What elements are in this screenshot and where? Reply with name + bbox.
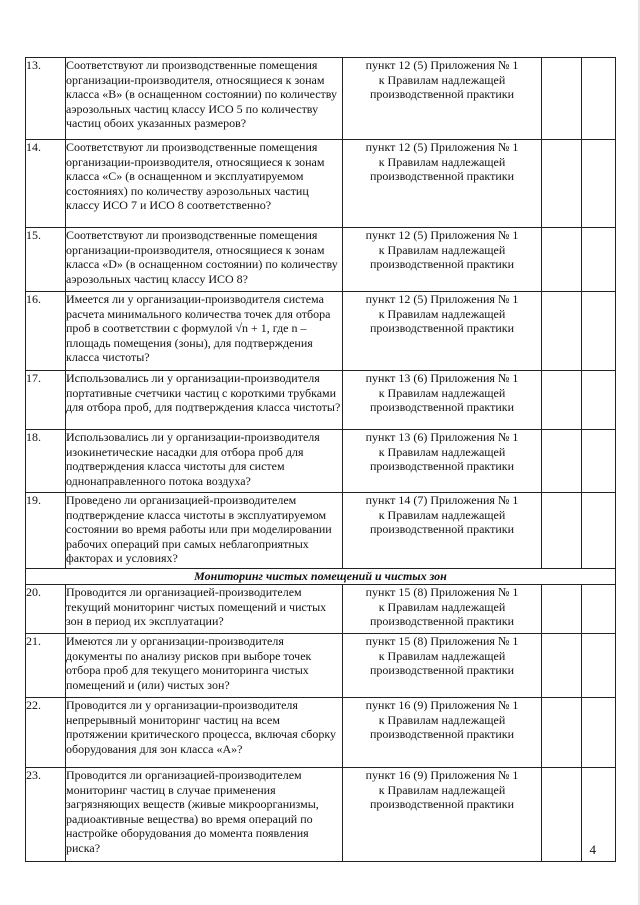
empty-answer-cell bbox=[542, 140, 582, 228]
reference-line: пункт 15 (8) Приложения № 1 bbox=[365, 634, 519, 648]
reference-line: пункт 16 (9) Приложения № 1 bbox=[365, 768, 519, 782]
empty-answer-cell bbox=[542, 371, 582, 430]
empty-note-cell bbox=[582, 228, 616, 292]
empty-answer-cell bbox=[542, 493, 582, 569]
empty-note-cell bbox=[582, 634, 616, 698]
question-text: Использовались ли у организации-производителя изокинетические насадки для отбора проб для подтверждения класса чистоты для систем однонаправленного потока воздуха? bbox=[66, 430, 343, 493]
empty-answer-cell bbox=[542, 768, 582, 862]
question-text: Проведено ли организацией-производителем подтверждение класса чистоты в эксплуатируемом состоянии во время работы или при моделировании рабочих операций при самых неблагоприятных факторах и условиях? bbox=[66, 493, 343, 569]
reference-line: пункт 13 (6) Приложения № 1 bbox=[365, 430, 519, 444]
row-number: 16. bbox=[26, 292, 66, 371]
question-text: Имеются ли у организации-производителя документы по анализу рисков при выборе точек отбора проб для текущего мониторинга чистых помещений и (или) чистых зон? bbox=[66, 634, 343, 698]
reference-line: производственной практики bbox=[369, 400, 515, 415]
row-number: 21. bbox=[26, 634, 66, 698]
reference-line: к Правилам надлежащей bbox=[378, 507, 506, 522]
empty-answer-cell bbox=[542, 698, 582, 768]
table-row bbox=[26, 493, 616, 569]
row-number: 20. bbox=[26, 585, 66, 634]
reference-line: производственной практики bbox=[369, 663, 515, 678]
table-row bbox=[26, 768, 616, 862]
reference-line: к Правилам надлежащей bbox=[378, 782, 506, 797]
reference-cell bbox=[343, 371, 542, 430]
reference-line: к Правилам надлежащей bbox=[378, 444, 506, 459]
empty-answer-cell bbox=[542, 292, 582, 371]
reference-line: к Правилам надлежащей bbox=[378, 154, 506, 169]
reference-cell bbox=[343, 634, 542, 698]
reference-line: к Правилам надлежащей bbox=[378, 306, 506, 321]
reference-line: к Правилам надлежащей bbox=[378, 72, 506, 87]
reference-line: пункт 12 (5) Приложения № 1 bbox=[365, 58, 519, 72]
reference-cell bbox=[343, 585, 542, 634]
table-row bbox=[26, 292, 616, 371]
row-number: 13. bbox=[26, 58, 66, 140]
reference-line: производственной практики bbox=[369, 797, 515, 812]
empty-answer-cell bbox=[542, 585, 582, 634]
empty-answer-cell bbox=[542, 634, 582, 698]
reference-line: пункт 14 (7) Приложения № 1 bbox=[365, 493, 519, 507]
question-text: Соответствуют ли производственные помещения организации-производителя, относящиеся к зонам класса «D» (в оснащенном состоянии) по количеству аэрозольных частиц классу ИСО 8? bbox=[66, 228, 343, 292]
empty-note-cell bbox=[582, 585, 616, 634]
empty-note-cell bbox=[582, 140, 616, 228]
reference-line: производственной практики bbox=[369, 522, 515, 537]
reference-cell bbox=[343, 493, 542, 569]
empty-note-cell bbox=[582, 698, 616, 768]
reference-line: пункт 12 (5) Приложения № 1 bbox=[365, 140, 519, 154]
reference-line: к Правилам надлежащей bbox=[378, 712, 506, 727]
empty-note-cell bbox=[582, 768, 616, 862]
question-text: Соответствуют ли производственные помещения организации-производителя, относящиеся к зонам класса «В» (в оснащенном состоянии) по количеству аэрозольных частиц классу ИСО 5 по количеству частиц обоих указанных размеров? bbox=[66, 58, 343, 140]
question-text: Имеется ли у организации-производителя система расчета минимального количества точек для отбора проб в соответствии с формулой √n + 1, где n – площадь помещения (зоны), для подтверждения класса чистоты? bbox=[66, 292, 343, 371]
row-number: 23. bbox=[26, 768, 66, 862]
reference-line: производственной практики bbox=[369, 169, 515, 184]
question-text: Проводится ли у организации-производителя непрерывный мониторинг частиц на всем протяжении критического процесса, включая сборку оборудования для зон класса «А»? bbox=[66, 698, 343, 768]
reference-line: к Правилам надлежащей bbox=[378, 648, 506, 663]
empty-answer-cell bbox=[542, 228, 582, 292]
reference-line: пункт 12 (5) Приложения № 1 bbox=[365, 228, 519, 242]
reference-line: к Правилам надлежащей bbox=[378, 242, 506, 257]
section-heading: Мониторинг чистых помещений и чистых зон bbox=[26, 569, 616, 585]
question-text: Соответствуют ли производственные помещения организации-производителя, относящиеся к зонам класса «С» (в оснащенном и эксплуатируемом состояниях) по количеству аэрозольных частиц классу ИСО 7 и ИСО 8 соответственно? bbox=[66, 140, 343, 228]
table-row bbox=[26, 430, 616, 493]
reference-cell bbox=[343, 228, 542, 292]
table-row bbox=[26, 228, 616, 292]
reference-line: производственной практики bbox=[369, 459, 515, 474]
reference-cell bbox=[343, 292, 542, 371]
reference-cell bbox=[343, 140, 542, 228]
table-row bbox=[26, 698, 616, 768]
checklist-table bbox=[25, 57, 616, 862]
reference-line: пункт 15 (8) Приложения № 1 bbox=[365, 585, 519, 599]
page-number: 4 bbox=[589, 842, 596, 857]
empty-answer-cell bbox=[542, 430, 582, 493]
reference-cell bbox=[343, 58, 542, 140]
reference-cell bbox=[343, 430, 542, 493]
empty-note-cell bbox=[582, 430, 616, 493]
reference-line: производственной практики bbox=[369, 727, 515, 742]
reference-line: пункт 12 (5) Приложения № 1 bbox=[365, 292, 519, 306]
empty-note-cell bbox=[582, 58, 616, 140]
empty-note-cell bbox=[582, 493, 616, 569]
reference-line: производственной практики bbox=[369, 87, 515, 102]
row-number: 17. bbox=[26, 371, 66, 430]
reference-line: к Правилам надлежащей bbox=[378, 385, 506, 400]
reference-line: производственной практики bbox=[369, 614, 515, 629]
empty-note-cell bbox=[582, 371, 616, 430]
row-number: 15. bbox=[26, 228, 66, 292]
reference-line: пункт 13 (6) Приложения № 1 bbox=[365, 371, 519, 385]
row-number: 18. bbox=[26, 430, 66, 493]
question-text: Проводится ли организацией-производителем текущий мониторинг чистых помещений и чистых зон в период их эксплуатации? bbox=[66, 585, 343, 634]
reference-cell bbox=[343, 768, 542, 862]
empty-note-cell bbox=[582, 292, 616, 371]
table-row bbox=[26, 634, 616, 698]
section-row bbox=[26, 569, 616, 585]
table-row bbox=[26, 371, 616, 430]
row-number: 19. bbox=[26, 493, 66, 569]
reference-line: производственной практики bbox=[369, 257, 515, 272]
row-number: 22. bbox=[26, 698, 66, 768]
reference-line: производственной практики bbox=[369, 321, 515, 336]
table-row bbox=[26, 585, 616, 634]
row-number: 14. bbox=[26, 140, 66, 228]
table-row bbox=[26, 58, 616, 140]
reference-cell bbox=[343, 698, 542, 768]
table-row bbox=[26, 140, 616, 228]
question-text: Использовались ли у организации-производителя портативные счетчики частиц с короткими трубками для отбора проб, для подтверждения класса чистоты? bbox=[66, 371, 343, 430]
reference-line: пункт 16 (9) Приложения № 1 bbox=[365, 698, 519, 712]
reference-line: к Правилам надлежащей bbox=[378, 599, 506, 614]
question-text: Проводится ли организацией-производителем мониторинг частиц в случае применения загрязняющих веществ (живые микроорганизмы, радиоактивные вещества) во время операций по настройке оборудования до момента появления риска? bbox=[66, 768, 343, 862]
empty-answer-cell bbox=[542, 58, 582, 140]
